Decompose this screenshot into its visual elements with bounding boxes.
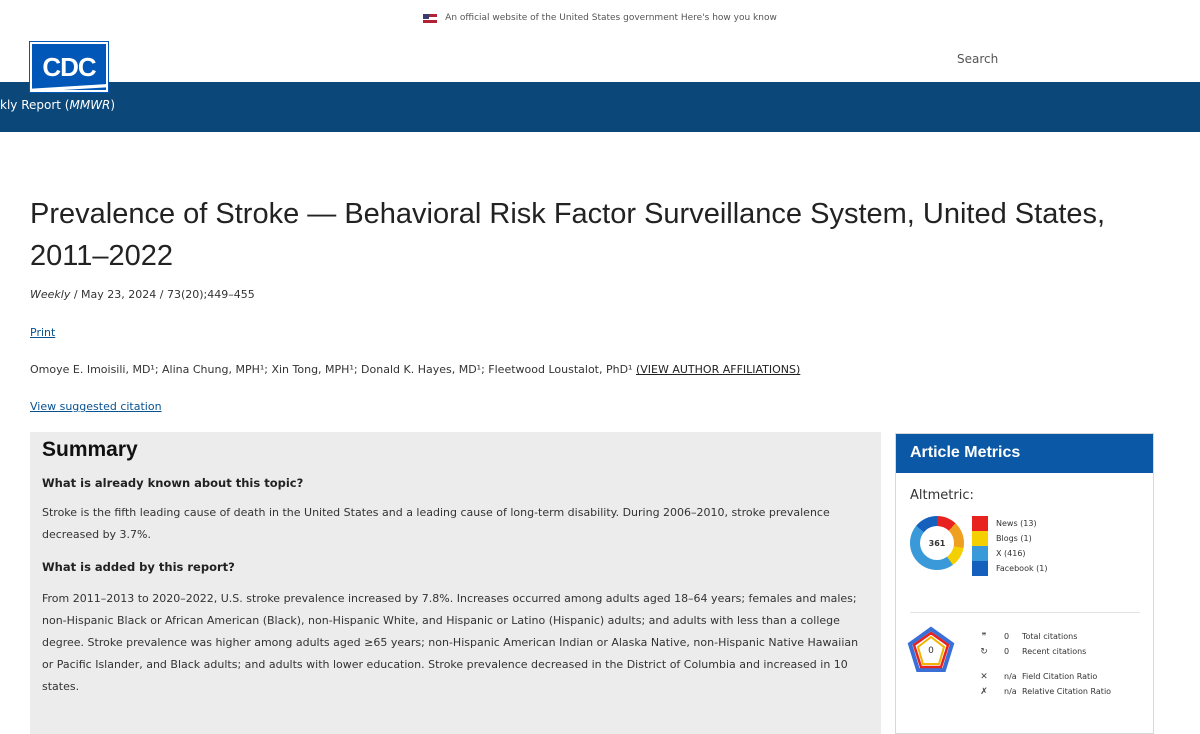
gov-banner[interactable]	[0, 0, 1200, 36]
authors-text: Omoye E. Imoisili, MD¹; Alina Chung, MPH¹; Xin Tong, MPH¹; Donald K. Hayes, MD¹; Fleetwood Loustalot, PhD¹	[30, 363, 633, 376]
summary-question-added: What is added by this report?	[42, 560, 235, 574]
nav-bar	[0, 82, 1200, 132]
nav-title-suffix: )	[110, 98, 116, 112]
nav-title-em: MMWR	[69, 98, 111, 112]
citation-row	[976, 629, 1111, 644]
search-link[interactable]: Search	[957, 52, 999, 66]
source-label: Facebook (1)	[996, 564, 1048, 573]
altmetric-label: Altmetric:	[910, 488, 974, 503]
cdc-logo[interactable]: CDC	[30, 42, 108, 92]
news-swatch-icon	[972, 516, 988, 531]
citation-value: 0	[1004, 647, 1010, 656]
recent-icon: ↻	[980, 646, 988, 657]
citation-label: Relative Citation Ratio	[1022, 687, 1112, 696]
citation-label: Field Citation Ratio	[1022, 672, 1098, 681]
gov-banner-text[interactable]: An official website of the United States government Here's how you know	[445, 13, 777, 23]
citation-value: n/a	[1004, 672, 1017, 681]
altmetric-score: 361	[920, 526, 954, 560]
quote-icon: ❞	[981, 631, 987, 642]
citation-label: Total citations	[1022, 632, 1078, 641]
source-label: Blogs (1)	[996, 534, 1032, 543]
metrics-divider	[910, 612, 1140, 613]
metrics-header: Article Metrics	[896, 434, 1153, 473]
article-metrics-panel	[895, 433, 1154, 734]
dimensions-count: 0	[928, 646, 934, 656]
altmetric-source[interactable]	[972, 546, 1047, 561]
publication-info: / May 23, 2024 / 73(20);449–455	[70, 288, 255, 301]
citation-value: 0	[1004, 632, 1010, 641]
citation-value: n/a	[1004, 687, 1017, 696]
summary-answer-known: Stroke is the fifth leading cause of death in the United States and a leading cause of long-term disability. During 2006–2010, stroke prevalence decreased by 3.7%.	[42, 506, 830, 541]
citation-row	[976, 669, 1111, 684]
blogs-swatch-icon	[972, 531, 988, 546]
citation-gap	[976, 659, 1111, 669]
view-affiliations-link[interactable]: (VIEW AUTHOR AFFILIATIONS)	[635, 363, 801, 376]
suggested-citation-link[interactable]: View suggested citation	[30, 400, 162, 413]
altmetric-source[interactable]	[972, 516, 1047, 531]
article-title: Prevalence of Stroke — Behavioral Risk Factor Surveillance System, United States, 2011–2022	[30, 198, 1106, 272]
summary-box	[30, 432, 881, 734]
citation-row	[976, 644, 1111, 659]
field-ratio-icon: ✕	[980, 671, 988, 682]
article-meta	[30, 288, 255, 301]
us-flag-icon	[423, 14, 437, 23]
summary-question-known: What is already known about this topic?	[42, 476, 304, 490]
citation-label: Recent citations	[1022, 647, 1087, 656]
altmetric-source-list	[972, 516, 1047, 576]
altmetric-source[interactable]	[972, 561, 1047, 576]
citation-row	[976, 684, 1111, 699]
mmwr-nav-title[interactable]	[0, 98, 115, 112]
summary-heading: Summary	[42, 438, 138, 461]
citation-metrics-list	[976, 629, 1111, 699]
source-label: News (13)	[996, 519, 1037, 528]
relative-ratio-icon: ✗	[980, 686, 988, 697]
x-swatch-icon	[972, 546, 988, 561]
journal-name: Weekly	[30, 288, 71, 301]
author-list	[30, 363, 800, 376]
facebook-swatch-icon	[972, 561, 988, 576]
source-label: X (416)	[996, 549, 1026, 558]
summary-answer-added: From 2011–2013 to 2020–2022, U.S. stroke prevalence increased by 7.8%. Increases occurred among adults aged 18–64 years; females and males; non-Hispanic Black or African American (Black), non-Hispanic White, and Hispanic or Latino (Hispanic) adults; and adults with less than a college degree. Stroke prevalence was higher among adults aged ≥65 years; non-Hispanic American Indian or Alaska Native, non-Hispanic Native Hawaiian or Pacific Islander, and Black adults; and adults with lower education. Stroke prevalence decreased in the District of Columbia and increased in 10 states.	[42, 592, 859, 693]
altmetric-source[interactable]	[972, 531, 1047, 546]
nav-title-prefix: kly Report (	[0, 98, 70, 112]
altmetric-donut-icon[interactable]	[910, 516, 964, 570]
print-link[interactable]: Print	[30, 326, 56, 339]
